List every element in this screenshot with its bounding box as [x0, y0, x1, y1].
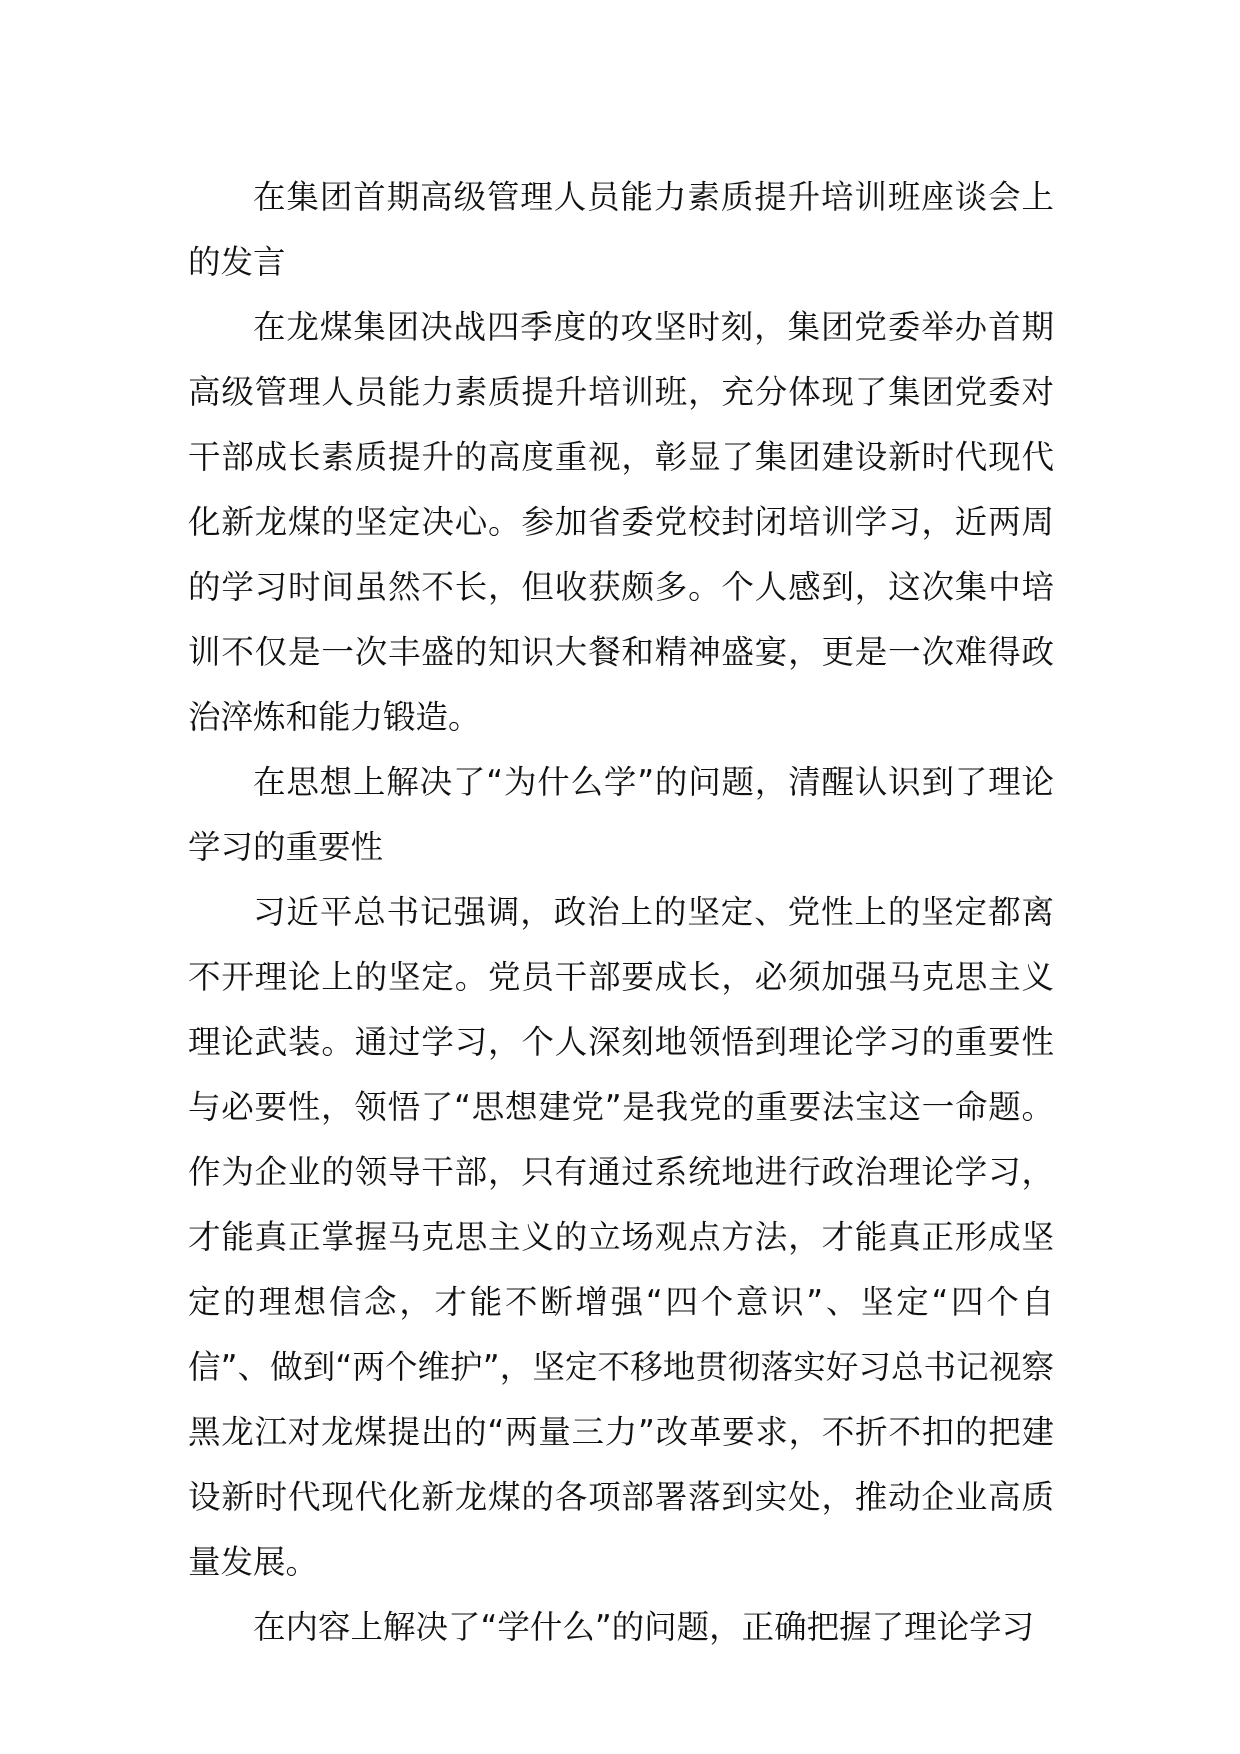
section-heading-why-study: 在思想上解决了“为什么学”的问题，清醒认识到了理论学习的重要性 [188, 763, 1054, 866]
speech-title: 在集团首期高级管理人员能力素质提升培训班座谈会上的发言 [188, 178, 1054, 281]
section-heading-what-to-study: 在内容上解决了“学什么”的问题，正确把握了理论学习 [253, 1608, 1035, 1646]
body-paragraph-theory: 习近平总书记强调，政治上的坚定、党性上的坚定都离不开理论上的坚定。党员干部要成长，必须加强马克思主义理论武装。通过学习，个人深刻地领悟到理论学习的重要性与必要性，领悟了“思想建党”是我党的重要法宝这一命题。作为企业的领导干部，只有通过系统地进行政治理论学习，才能真正掌握马克思主义的立场观点方法，才能真正形成坚定的理想信念，才能不断增强“四个意识”、坚定“四个自信”、做到“两个维护”，坚定不移地贯彻落实好习总书记视察黑龙江对龙煤提出的“两量三力”改革要求，不折不扣的把建设新时代现代化新龙煤的各项部署落到实处，推动企业高质量发展。 [188, 893, 1054, 1581]
document-body [188, 165, 1054, 1660]
intro-paragraph: 在龙煤集团决战四季度的攻坚时刻，集团党委举办首期高级管理人员能力素质提升培训班，充分体现了集团党委对干部成长素质提升的高度重视，彰显了集团建设新时代现代化新龙煤的坚定决心。参加省委党校封闭培训学习，近两周的学习时间虽然不长，但收获颇多。个人感到，这次集中培训不仅是一次丰盛的知识大餐和精神盛宴，更是一次难得政治淬炼和能力锻造。 [188, 308, 1054, 736]
